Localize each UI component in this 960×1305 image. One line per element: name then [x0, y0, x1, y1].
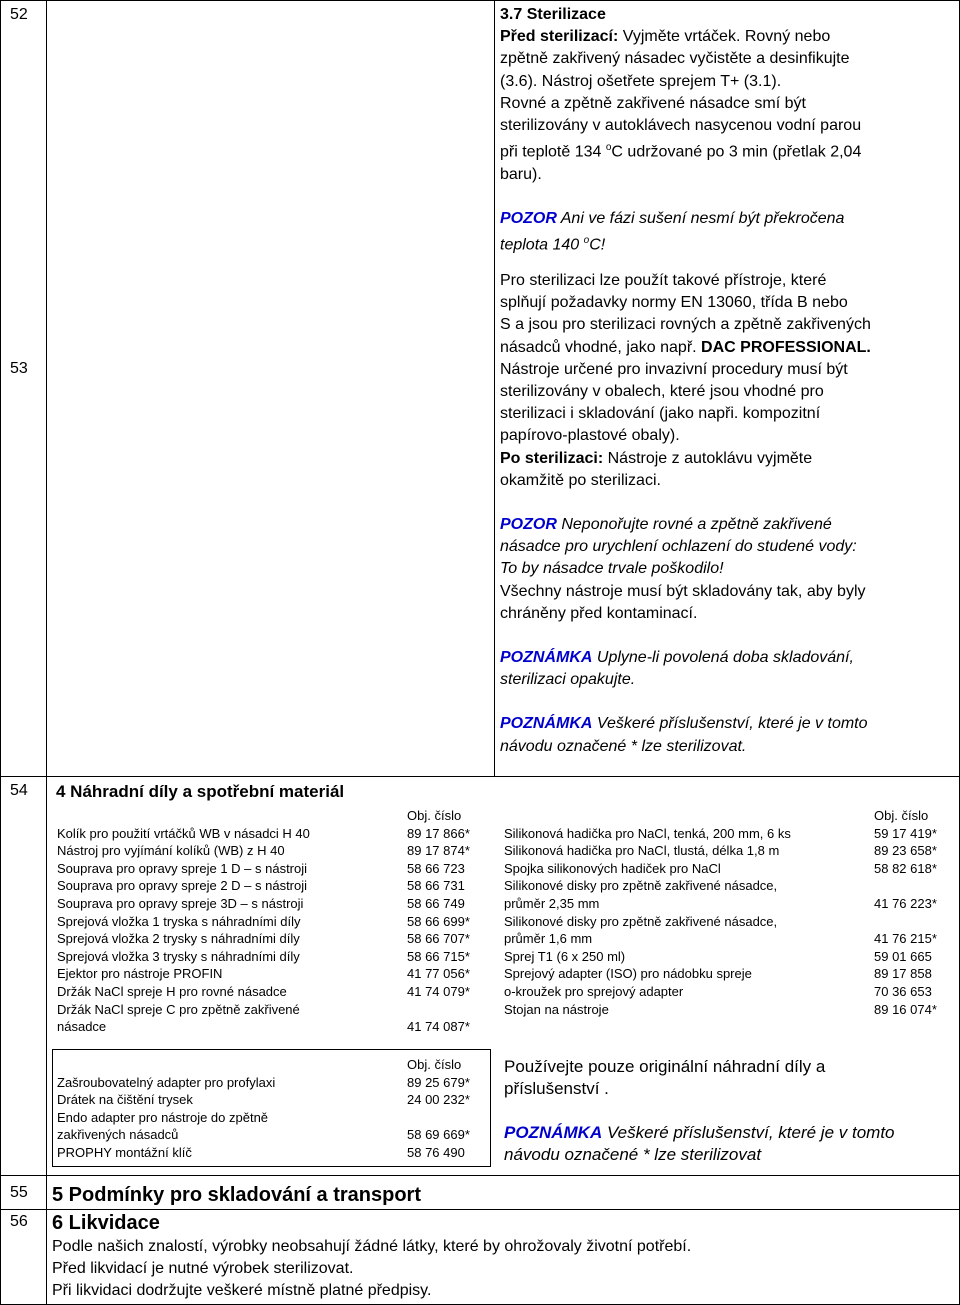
row-number-53: 53 [10, 360, 28, 377]
paragraph-line: papírovo-plastové obaly). [500, 427, 680, 445]
paragraph-line: okamžitě po sterilizaci. [500, 471, 661, 489]
section-heading: 3.7 Sterilizace [500, 6, 606, 23]
note-line: návodu označené * lze sterilizovat [504, 1145, 762, 1164]
box-border-bottom [52, 1166, 490, 1167]
after-sterilization-label: Po sterilizaci: [500, 449, 604, 467]
paragraph-line: (3.6). Nástroj ošetřete sprejem T+ (3.1). [500, 72, 782, 90]
list-item: Souprava pro opravy spreje 2 D – s nástroji 58 66 731 [57, 878, 465, 894]
note-line: POZNÁMKA Veškeré příslušenství, které je v tomto [500, 715, 868, 733]
paragraph-line: S a jsou pro sterilizaci rovných a zpětně zakřivených [500, 316, 871, 334]
paragraph-line: Před sterilizací: Vyjměte vrtáček. Rovný nebo [500, 28, 831, 46]
parts-list-right [504, 807, 952, 1018]
list-item: Sprejový adapter (ISO) pro nádobku spreje 89 17 858 [504, 966, 932, 982]
table-border-row55 [0, 1175, 960, 1176]
list-item: Nástroj pro vyjímání kolíků (WB) z H 40 89 17 874* [57, 843, 470, 859]
section-3-7 [500, 4, 955, 257]
list-item: Sprejová vložka 1 tryska s náhradními díly 58 66 699* [57, 913, 470, 929]
list-item: Silikonové disky pro zpětně zakřivené násadce, [504, 878, 778, 894]
table-border-top [0, 0, 960, 1]
list-item: Silikonové disky pro zpětně zakřivené násadce, [504, 913, 778, 929]
note-line: sterilizaci opakujte. [500, 671, 636, 689]
list-item: Sprejová vložka 3 trysky s náhradními díly 58 66 715* [57, 948, 470, 964]
paragraph-line: zpětně zakřivený násadec vyčistěte a desinfikujte [500, 50, 850, 68]
section-heading: 6 Likvidace [52, 1212, 160, 1234]
paragraph-line: při teplotě 134 $^o$C udržované po 3 min (přetlak 2,04 [500, 142, 862, 161]
paragraph-line: chráněny před kontaminací. [500, 604, 698, 622]
section-heading: 4 Náhradní díly a spotřební materiál [56, 782, 345, 801]
paragraph-line: Všechny nástroje musí být skladovány tak, aby byly [500, 582, 866, 600]
paragraph-line: baru). [500, 165, 542, 183]
list-item: Silikonová hadička pro NaCl, tlustá, délka 1,8 m 89 23 658* [504, 843, 937, 859]
list-item: Souprava pro opravy spreje 1 D – s nástroji 58 66 723 [57, 860, 465, 876]
list-item: Sprejová vložka 2 trysky s náhradními díly 58 66 707* [57, 931, 470, 947]
before-sterilization-label: Před sterilizací: [500, 28, 619, 46]
original-parts-notice: Používejte pouze originální náhradní díly a příslušenství . POZNÁMKA Veškeré příslušenství, které je v tomto návodu označené * lze sterilizovat [504, 1056, 954, 1166]
list-item: násadce 41 74 087* [57, 1019, 470, 1035]
box-border-left [52, 1049, 53, 1167]
column-header: Obj. číslo [407, 808, 462, 823]
column-divider-middle [494, 0, 495, 776]
note-label: POZNÁMKA [500, 715, 593, 733]
list-item: Ejektor pro nástroje PROFIN 41 77 056* [57, 966, 470, 982]
note-line: POZNÁMKA Uplyne-li povolená doba skladování, [500, 649, 854, 667]
row-number-52: 52 [10, 6, 28, 23]
note-line: návodu označené * lze sterilizovat. [500, 737, 747, 755]
warning-label: POZOR [500, 516, 557, 534]
table-border-row54 [0, 776, 960, 777]
warning-label: POZOR [500, 209, 557, 227]
list-item: PROPHY montážní klíč 58 76 490 [57, 1144, 465, 1160]
warning-line: POZOR Neponořujte rovné a zpětně zakřivené [500, 516, 832, 534]
list-item: průměr 2,35 mm 41 76 223* [504, 895, 937, 911]
column-divider-number [46, 0, 47, 1305]
paragraph-line: Rovné a zpětně zakřivené násadce smí být [500, 94, 806, 112]
list-item: Endo adapter pro nástroje do zpětně [57, 1109, 269, 1125]
paragraph-line: sterilizaci i skladování (jako napři. kompozitní [500, 405, 821, 423]
note-label: POZNÁMKA [500, 649, 593, 667]
paragraph-line: splňují požadavky normy EN 13060, třída B nebo [500, 294, 848, 312]
note-label: POZNÁMKA [504, 1123, 603, 1142]
row-number-55: 55 [10, 1184, 28, 1201]
paragraph-line: sterilizovány v autoklávech nasycenou vodní parou [500, 117, 862, 135]
list-item: Stojan na nástroje 89 16 074* [504, 1001, 937, 1017]
list-item: zakřivených násadců 58 69 669* [57, 1127, 470, 1143]
box-border-top [52, 1049, 490, 1050]
section-53 [500, 270, 955, 758]
parts-list-lower [57, 1056, 485, 1162]
warning-line: POZOR Ani ve fázi sušení nesmí být překročena [500, 209, 845, 227]
list-item: Zašroubovatelný adapter pro profylaxi 89 25 679* [57, 1074, 470, 1090]
list-item: Souprava pro opravy spreje 3D – s nástroji 58 66 749 [57, 895, 465, 911]
disposal-text: Podle našich znalostí, výrobky neobsahují žádné látky, které by ohrožovaly životní potřebí. Před likvidací je nutné výrobek sterilizovat. Při likvidaci dodržujte veškeré místně platné předpisy. [52, 1238, 692, 1299]
table-border-left [0, 0, 1, 1305]
column-header: Obj. číslo [874, 808, 929, 823]
warning-line: teplota 140 $^o$C! [500, 235, 606, 254]
parts-list-left [57, 807, 485, 1036]
brand-name: DAC PROFESSIONAL. [701, 338, 871, 356]
list-item: Kolík pro použití vrtáčků WB v násadci H 40 89 17 866* [57, 825, 470, 841]
paragraph-line: Pro sterilizaci lze použít takové přístroje, které [500, 272, 827, 289]
list-item: Silikonová hadička pro NaCl, tenká, 200 mm, 6 ks 59 17 419* [504, 825, 937, 841]
warning-line: To by násadce trvale poškodilo! [500, 560, 724, 578]
paragraph-line: sterilizovány v obalech, které jsou vhodné pro [500, 383, 824, 401]
paragraph-line: násadců vhodné, jako např. DAC PROFESSIONAL. [500, 338, 871, 356]
paragraph-line: Nástroje určené pro invazivní procedury musí být [500, 360, 848, 378]
list-item: Držák NaCl spreje C pro zpětně zakřivené [57, 1001, 300, 1017]
paragraph-line: Po sterilizaci: Nástroje z autoklávu vyjměte [500, 449, 813, 467]
box-border-right [490, 1049, 491, 1167]
row-number-56: 56 [10, 1213, 28, 1230]
list-item: o-kroužek pro sprejový adapter 70 36 653 [504, 983, 932, 999]
list-item: Spojka silikonových hadiček pro NaCl 58 82 618* [504, 860, 937, 876]
list-item: Držák NaCl spreje H pro rovné násadce 41 74 079* [57, 983, 470, 999]
note-line: POZNÁMKA Veškeré příslušenství, které je v tomto [504, 1123, 895, 1142]
warning-line: násadce pro urychlení ochlazení do studené vody: [500, 538, 857, 556]
section-heading: 5 Podmínky pro skladování a transport [52, 1184, 421, 1206]
column-header: Obj. číslo [407, 1057, 462, 1072]
row-number-54: 54 [10, 782, 28, 799]
list-item: průměr 1,6 mm 41 76 215* [504, 931, 937, 947]
list-item: Sprej T1 (6 x 250 ml) 59 01 665 [504, 948, 932, 964]
list-item: Drátek na čištění trysek 24 00 232* [57, 1092, 470, 1108]
